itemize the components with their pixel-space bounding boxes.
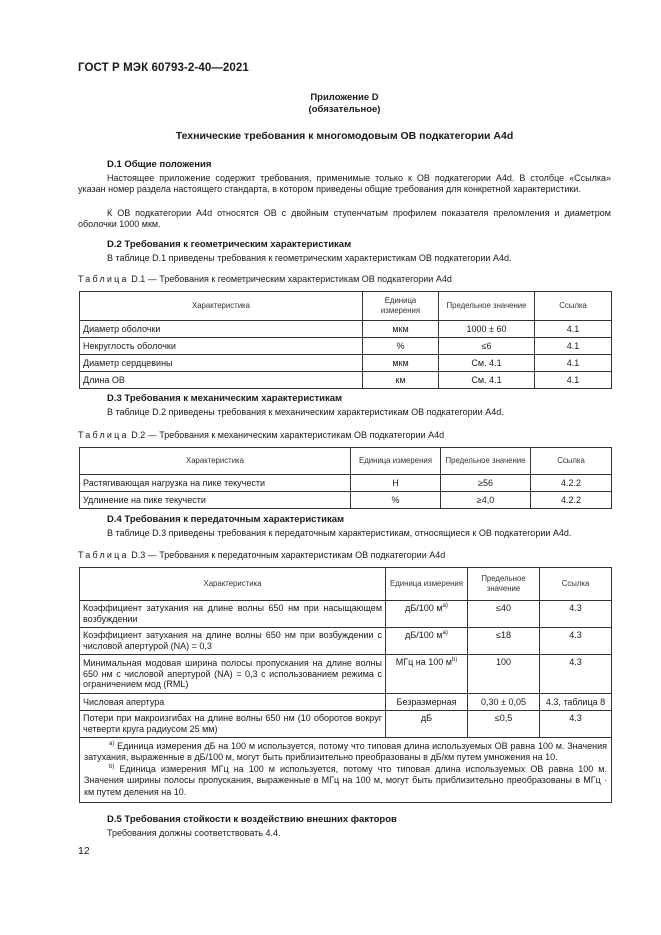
section-d5-paragraph: Требования должны соответствовать 4.4. — [107, 828, 281, 838]
table-cell: Диаметр сердцевины — [80, 355, 363, 372]
table-caption-text: D.1 — Требования к геометрическим характеристикам ОВ подкатегории А4d — [131, 274, 452, 284]
table-cell: ≤18 — [468, 628, 540, 655]
column-header: Ссылка — [531, 448, 612, 475]
table-row — [80, 492, 612, 509]
main-title: Технические требования к многомодовым ОВ подкатегории А4d — [175, 130, 514, 142]
table-d2-caption — [78, 430, 444, 440]
table-cell: См. 4.1 — [439, 372, 535, 389]
table-cell: ≥4,0 — [441, 492, 531, 509]
page-number: 12 — [78, 845, 90, 857]
table-row — [80, 601, 612, 628]
table-row — [80, 628, 612, 655]
column-header: Ссылка — [535, 292, 612, 321]
table-cell: км — [363, 372, 439, 389]
unit-text: дБ/100 м — [405, 630, 443, 640]
table-cell: 4.2.2 — [531, 492, 612, 509]
table-cell: Растягивающая нагрузка на пике текучести — [80, 475, 351, 492]
table-cell: ≤6 — [439, 338, 535, 355]
section-d1-paragraph-1: Настоящее приложение содержит требования, применимые только к ОВ подкатегории А4d. В столбце «Ссылка» указан номер раздела настоящего стандарта, в котором приведены общие требования для конкретной характеристики. — [78, 173, 611, 195]
section-d5-heading: D.5 Требования стойкости к воздействию внешних факторов — [107, 814, 397, 825]
table-d1-caption — [78, 274, 452, 284]
table-cell: 4.1 — [535, 372, 612, 389]
table-cell: Диаметр оболочки — [80, 321, 363, 338]
table-row — [80, 321, 612, 338]
column-header: Характеристика — [80, 292, 363, 321]
footnote-a-text: Единица измерения дБ на 100 м используется, потому что типовая длина используемых ОВ равна 100 м. Значения затухания, выраженные в дБ/100 м, могут быть приблизительно преобразованы в дБ/км путем умножения на 10. — [84, 741, 607, 763]
table-cell: 1000 ± 60 — [439, 321, 535, 338]
table-row — [80, 711, 612, 738]
table-cell — [386, 628, 468, 655]
unit-text: МГц на 100 м — [395, 657, 452, 667]
table-cell: Некруглость оболочки — [80, 338, 363, 355]
footnote-marker: b) — [451, 657, 458, 663]
standard-designation: ГОСТ Р МЭК 60793-2-40—2021 — [78, 62, 249, 74]
table-cell: 4.1 — [535, 321, 612, 338]
table-caption-prefix: Таблица — [78, 430, 129, 440]
table-cell: ≤0,5 — [468, 711, 540, 738]
table-cell: % — [363, 338, 439, 355]
table-cell: Безразмерная — [386, 694, 468, 711]
table-row — [80, 655, 612, 694]
table-cell: Коэффициент затухания на длине волны 650 нм при насыщающем возбуждении — [80, 601, 386, 628]
table-cell: 4.2.2 — [531, 475, 612, 492]
table-cell — [386, 655, 468, 694]
table-cell: ≥56 — [441, 475, 531, 492]
section-d1-heading: D.1 Общие положения — [107, 159, 212, 170]
table-d1 — [79, 291, 612, 389]
table-cell: Длина ОВ — [80, 372, 363, 389]
section-d4-paragraph: В таблице D.3 приведены требования к передаточным характеристикам, относящиеся к ОВ подкатегории А4d. — [107, 528, 572, 538]
table-cell: Удлинение на пике текучести — [80, 492, 351, 509]
table-d2 — [79, 447, 612, 509]
unit-text: дБ/100 м — [405, 603, 443, 613]
footnote-marker: а) — [442, 630, 448, 636]
column-header: Предельное значение — [468, 568, 540, 601]
table-cell: 4.3 — [540, 711, 612, 738]
footnote-b-mark: b) — [109, 763, 115, 770]
footnote-a-mark: а) — [109, 741, 115, 747]
section-d3-paragraph: В таблице D.2 приведены требования к механическим характеристикам ОВ подкатегории А4d. — [107, 407, 504, 417]
table-cell: 4.3 — [540, 601, 612, 628]
table-cell: 4.3 — [540, 655, 612, 694]
table-cell: дБ — [386, 711, 468, 738]
column-header: Единица измерения — [386, 568, 468, 601]
column-header: Характеристика — [80, 568, 386, 601]
footnote-b-text: Единица измерения МГц на 100 м используется, потому что типовая длина используемых ОВ равна 100 м. Значения ширины полосы пропускания, выраженные в МГц на 100 м, могут быть приблизительно преобразованы в МГц · км путем деления на 10. — [84, 763, 607, 797]
appendix-title: Приложение D — [310, 92, 379, 103]
footnote-b — [84, 764, 607, 798]
table-cell: мкм — [363, 321, 439, 338]
table-cell: мкм — [363, 355, 439, 372]
table-cell: 4.3 — [540, 628, 612, 655]
table-footnotes — [80, 738, 612, 803]
table-footnotes-row — [80, 738, 612, 803]
table-row — [80, 372, 612, 389]
footnote-marker: а) — [442, 603, 448, 609]
table-cell: 0,30 ± 0,05 — [468, 694, 540, 711]
table-cell: Числовая апертура — [80, 694, 386, 711]
table-cell — [386, 601, 468, 628]
section-d1-paragraph-2: К ОВ подкатегории А4d относятся ОВ с двойным ступенчатым профилем показателя преломления и диаметром оболочки 1000 мкм. — [78, 208, 611, 230]
column-header: Единица измерения — [363, 292, 439, 321]
table-caption-text: D.3 — Требования к передаточным характеристикам ОВ подкатегории А4d — [131, 550, 446, 560]
table-d3 — [79, 567, 612, 803]
table-cell: 4.1 — [535, 355, 612, 372]
table-cell: Коэффициент затухания на длине волны 650 нм при возбуждении с числовой апертурой (NA) = 0,3 — [80, 628, 386, 655]
footnote-a — [84, 741, 607, 764]
table-cell: Минимальная модовая ширина полосы пропускания на длине волны 650 нм с числовой апертурой (NA) = 0,3 с использованием режима с ограничением мод (RML) — [80, 655, 386, 694]
table-caption-text: D.2 — Требования к механическим характеристикам ОВ подкатегории А4d — [131, 430, 445, 440]
table-cell: 100 — [468, 655, 540, 694]
appendix-status: (обязательное) — [308, 104, 381, 115]
section-d2-heading: D.2 Требования к геометрическим характеристикам — [107, 239, 352, 250]
table-cell: См. 4.1 — [439, 355, 535, 372]
column-header: Предельное значение — [441, 448, 531, 475]
table-row — [80, 475, 612, 492]
column-header: Характеристика — [80, 448, 351, 475]
column-header: Ссылка — [540, 568, 612, 601]
table-row — [80, 694, 612, 711]
table-cell: % — [351, 492, 441, 509]
table-cell: Потери при макроизгибах на длине волны 650 нм (10 оборотов вокруг четверти круга радиусом 25 мм) — [80, 711, 386, 738]
table-caption-prefix: Таблица — [78, 274, 129, 284]
table-cell: 4.3, таблица 8 — [540, 694, 612, 711]
table-row — [80, 338, 612, 355]
table-d3-caption — [78, 550, 445, 560]
column-header: Единица измерения — [351, 448, 441, 475]
table-cell: Н — [351, 475, 441, 492]
section-d4-heading: D.4 Требования к передаточным характеристикам — [107, 514, 345, 525]
table-caption-prefix: Таблица — [78, 550, 129, 560]
column-header: Предельное значение — [439, 292, 535, 321]
table-row — [80, 355, 612, 372]
table-cell: ≤40 — [468, 601, 540, 628]
table-cell: 4.1 — [535, 338, 612, 355]
section-d3-heading: D.3 Требования к механическим характеристикам — [107, 393, 343, 404]
section-d2-paragraph: В таблице D.1 приведены требования к геометрическим характеристикам ОВ подкатегории А4d. — [107, 253, 512, 263]
